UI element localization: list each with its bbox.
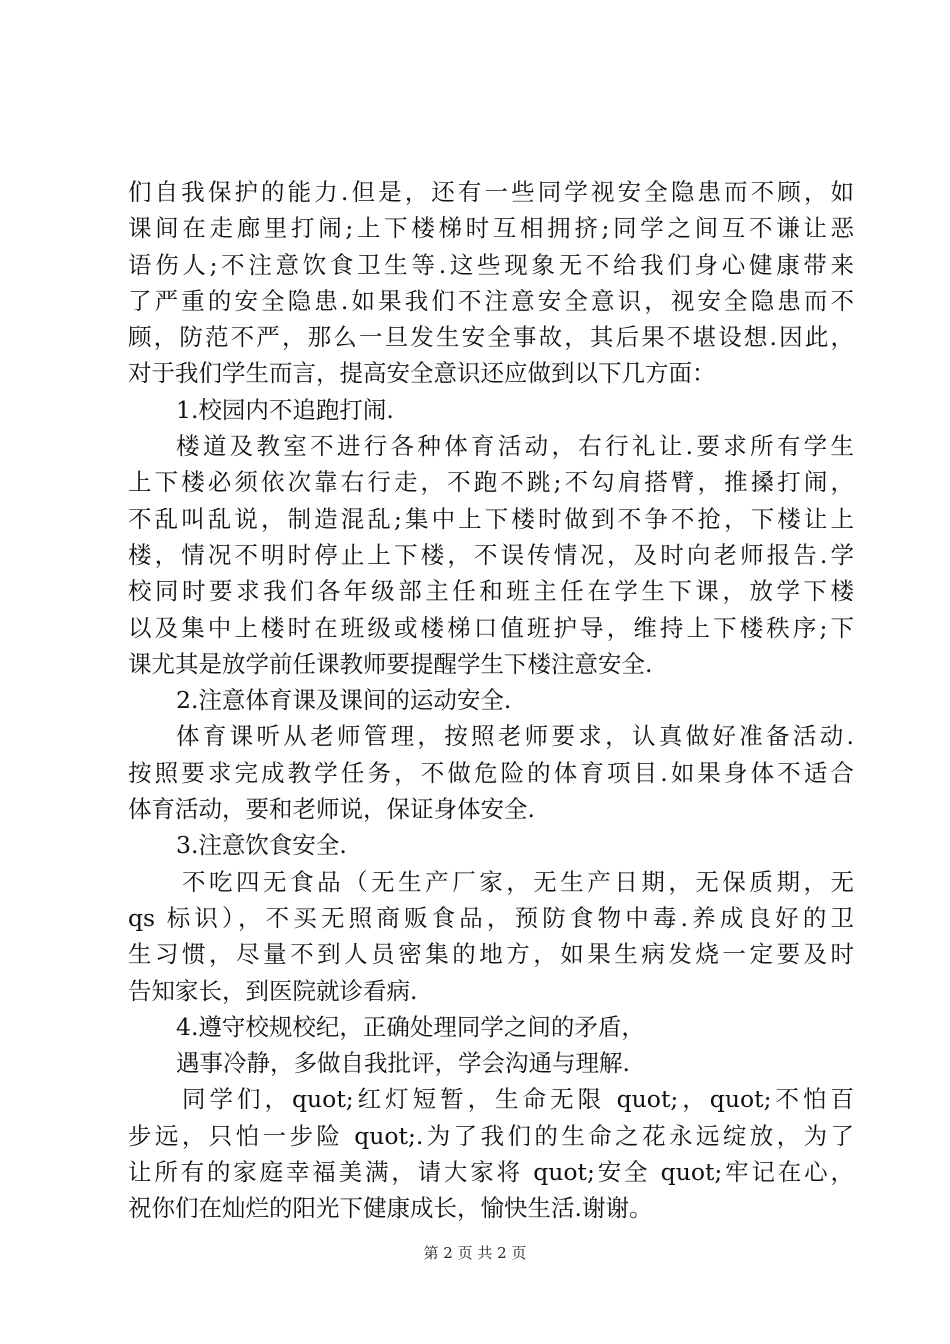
text-line: 3.注意饮食安全. [176,831,347,860]
text-line: 对于我们学生而言，提高安全意识还应做到以下几方面： [128,359,716,388]
text-line: 校同时要求我们各年级部主任和班主任在学生下课，放学下楼 [128,577,854,606]
text-line: 遇事冷静，多做自我批评，学会沟通与理解. [176,1049,630,1078]
text-line: 按照要求完成教学任务，不做危险的体育项目.如果身体不适合 [128,758,854,787]
page-footer: 第 2 页 共 2 页 [423,1244,527,1262]
text-line: 语伤人;不注意饮食卫生等.这些现象无不给我们身心健康带来 [128,250,854,279]
text-line: 上下楼必须依次靠右行走，不跑不跳;不勾肩搭臂，推搡打闹， [128,468,854,497]
text-line: 课尤其是放学前任课教师要提醒学生下楼注意安全. [128,649,653,678]
text-line: 楼，情况不明时停止上下楼，不误传情况，及时向老师报告.学 [128,540,854,569]
text-line: 以及集中上楼时在班级或楼梯口值班护导，维持上下楼秩序;下 [128,613,854,642]
text-line: 1.校园内不追跑打闹. [176,395,394,424]
text-line: 不吃四无食品（无生产厂家，无生产日期，无保质期，无 [182,867,854,896]
text-line: 顾，防范不严，那么一旦发生安全事故，其后果不堪设想.因此， [128,323,854,352]
text-line: 体育活动，要和老师说，保证身体安全. [128,795,535,824]
text-line: 体育课听从老师管理，按照老师要求，认真做好准备活动. [176,722,854,751]
text-line: qs 标识），不买无照商贩食品，预防食物中毒.养成良好的卫 [128,903,854,932]
text-line: 了严重的安全隐患.如果我们不注意安全意识，视安全隐患而不 [128,286,854,315]
text-line: 生习惯，尽量不到人员密集的地方，如果生病发烧一定要及时 [128,940,854,969]
text-line: 课间在走廊里打闹;上下楼梯时互相拥挤;同学之间互不谦让恶 [128,214,854,243]
text-line: 祝你们在灿烂的阳光下健康成长，愉快生活.谢谢。 [128,1194,653,1223]
text-line: 4.遵守校规校纪，正确处理同学之间的矛盾， [176,1012,645,1041]
text-line: 2.注意体育课及课间的运动安全. [176,686,512,715]
text-line: 不乱叫乱说，制造混乱;集中上下楼时做到不争不抢，下楼让上 [128,504,854,533]
document-body [128,174,854,1227]
text-line: 让所有的家庭幸福美满，请大家将 quot;安全 quot;牢记在心， [128,1158,854,1187]
text-line: 楼道及教室不进行各种体育活动，右行礼让.要求所有学生 [176,432,854,461]
text-line: 告知家长，到医院就诊看病. [128,976,418,1005]
text-line: 步远，只怕一步险 quot;.为了我们的生命之花永远绽放，为了 [128,1121,854,1150]
text-line: 们自我保护的能力.但是，还有一些同学视安全隐患而不顾，如 [128,178,854,206]
text-line: 同学们，quot;红灯短暂，生命无限 quot;，quot;不怕百 [182,1085,854,1114]
